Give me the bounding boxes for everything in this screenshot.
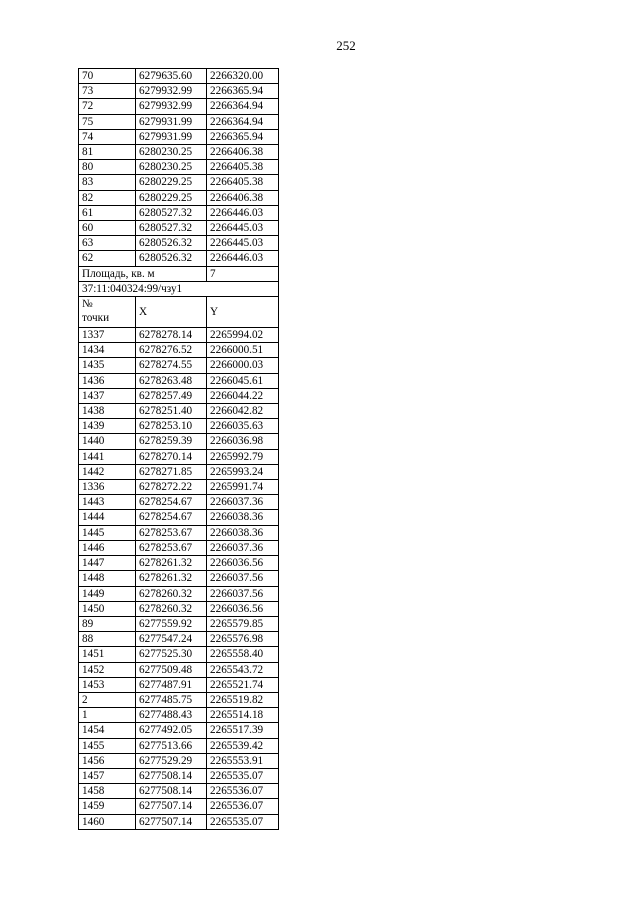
y-coordinate: 2265517.39	[207, 723, 279, 738]
table-row	[79, 692, 279, 707]
y-coordinate: 2265539.42	[207, 738, 279, 753]
table-row	[79, 343, 279, 358]
point-number: 89	[79, 616, 136, 631]
parcel-row	[79, 281, 279, 296]
table-row	[79, 328, 279, 343]
x-coordinate: 6277507.14	[136, 814, 207, 829]
y-coordinate: 2265535.07	[207, 814, 279, 829]
y-coordinate: 2266406.38	[207, 145, 279, 160]
x-coordinate: 6277508.14	[136, 768, 207, 783]
y-coordinate: 2265576.98	[207, 632, 279, 647]
point-number: 1459	[79, 799, 136, 814]
y-coordinate: 2266364.94	[207, 114, 279, 129]
y-coordinate: 2265992.79	[207, 449, 279, 464]
y-coordinate: 2265543.72	[207, 662, 279, 677]
table-row	[79, 221, 279, 236]
x-coordinate: 6278260.32	[136, 601, 207, 616]
point-number: 1444	[79, 510, 136, 525]
point-number: 1457	[79, 768, 136, 783]
point-number: 1448	[79, 571, 136, 586]
x-coordinate: 6280230.25	[136, 160, 207, 175]
x-coordinate: 6280527.32	[136, 221, 207, 236]
x-coordinate: 6279931.99	[136, 114, 207, 129]
point-number: 73	[79, 84, 136, 99]
y-coordinate: 2266037.56	[207, 586, 279, 601]
y-coordinate: 2265994.02	[207, 328, 279, 343]
table-row	[79, 251, 279, 266]
x-coordinate: 6277492.05	[136, 723, 207, 738]
table-row	[79, 677, 279, 692]
table-row	[79, 464, 279, 479]
table-row	[79, 236, 279, 251]
point-number: 1442	[79, 464, 136, 479]
x-coordinate: 6278254.67	[136, 510, 207, 525]
area-value: 7	[207, 266, 279, 281]
point-number: 1454	[79, 723, 136, 738]
point-number: 60	[79, 221, 136, 236]
point-number: 2	[79, 692, 136, 707]
table-row	[79, 571, 279, 586]
header-row	[79, 297, 279, 328]
table-row	[79, 129, 279, 144]
x-coordinate: 6278263.48	[136, 373, 207, 388]
x-coordinate: 6278272.22	[136, 480, 207, 495]
point-number: 1439	[79, 419, 136, 434]
y-coordinate: 2265553.91	[207, 753, 279, 768]
point-number: 1437	[79, 388, 136, 403]
header-point	[79, 297, 136, 328]
x-coordinate: 6278261.32	[136, 571, 207, 586]
y-coordinate: 2265558.40	[207, 647, 279, 662]
y-coordinate: 2265579.85	[207, 616, 279, 631]
point-number: 1452	[79, 662, 136, 677]
table-row	[79, 419, 279, 434]
x-coordinate: 6278253.67	[136, 525, 207, 540]
y-coordinate: 2266446.03	[207, 251, 279, 266]
point-number: 63	[79, 236, 136, 251]
y-coordinate: 2266045.61	[207, 373, 279, 388]
table-row	[79, 69, 279, 84]
y-coordinate: 2265993.24	[207, 464, 279, 479]
y-coordinate: 2265536.07	[207, 799, 279, 814]
point-number: 1336	[79, 480, 136, 495]
point-number: 1337	[79, 328, 136, 343]
x-coordinate: 6278261.32	[136, 556, 207, 571]
point-number: 1434	[79, 343, 136, 358]
table-row	[79, 434, 279, 449]
table-row	[79, 404, 279, 419]
y-coordinate: 2265991.74	[207, 480, 279, 495]
coordinates-table	[78, 68, 279, 830]
x-coordinate: 6278260.32	[136, 586, 207, 601]
point-number: 1455	[79, 738, 136, 753]
table-row	[79, 647, 279, 662]
table-row	[79, 358, 279, 373]
x-coordinate: 6277525.30	[136, 647, 207, 662]
point-number: 74	[79, 129, 136, 144]
x-coordinate: 6278254.67	[136, 495, 207, 510]
x-coordinate: 6277559.92	[136, 616, 207, 631]
y-coordinate: 2266405.38	[207, 160, 279, 175]
x-coordinate: 6278274.55	[136, 358, 207, 373]
header-point-line1: №	[82, 298, 93, 311]
point-number: 1441	[79, 449, 136, 464]
x-coordinate: 6278278.14	[136, 328, 207, 343]
table-row	[79, 449, 279, 464]
y-coordinate: 2266365.94	[207, 84, 279, 99]
table-row	[79, 190, 279, 205]
y-coordinate: 2266037.36	[207, 495, 279, 510]
point-number: 1450	[79, 601, 136, 616]
point-number: 62	[79, 251, 136, 266]
point-number: 1443	[79, 495, 136, 510]
area-row	[79, 266, 279, 281]
table-row	[79, 556, 279, 571]
y-coordinate: 2266446.03	[207, 205, 279, 220]
table-row	[79, 99, 279, 114]
table-row	[79, 708, 279, 723]
table-row	[79, 525, 279, 540]
x-coordinate: 6280526.32	[136, 236, 207, 251]
point-number: 1	[79, 708, 136, 723]
table-row	[79, 814, 279, 829]
point-number: 1458	[79, 784, 136, 799]
table-row	[79, 632, 279, 647]
point-number: 1456	[79, 753, 136, 768]
y-coordinate: 2266035.63	[207, 419, 279, 434]
table-row	[79, 160, 279, 175]
y-coordinate: 2266042.82	[207, 404, 279, 419]
point-number: 1449	[79, 586, 136, 601]
point-number: 1446	[79, 540, 136, 555]
y-coordinate: 2266036.56	[207, 556, 279, 571]
point-number: 81	[79, 145, 136, 160]
table-row	[79, 84, 279, 99]
point-number: 1453	[79, 677, 136, 692]
table-row	[79, 768, 279, 783]
table-row	[79, 616, 279, 631]
bottom-rows	[79, 328, 279, 830]
x-coordinate: 6279635.60	[136, 69, 207, 84]
y-coordinate: 2266038.36	[207, 510, 279, 525]
point-number: 83	[79, 175, 136, 190]
y-coordinate: 2266406.38	[207, 190, 279, 205]
y-coordinate: 2266037.36	[207, 540, 279, 555]
point-number: 1440	[79, 434, 136, 449]
x-coordinate: 6277509.48	[136, 662, 207, 677]
table-row	[79, 205, 279, 220]
x-coordinate: 6277529.29	[136, 753, 207, 768]
x-coordinate: 6277508.14	[136, 784, 207, 799]
point-number: 1445	[79, 525, 136, 540]
table-row	[79, 145, 279, 160]
x-coordinate: 6277513.66	[136, 738, 207, 753]
x-coordinate: 6277485.75	[136, 692, 207, 707]
y-coordinate: 2266445.03	[207, 221, 279, 236]
x-coordinate: 6277488.43	[136, 708, 207, 723]
point-number: 61	[79, 205, 136, 220]
table-row	[79, 495, 279, 510]
x-coordinate: 6277547.24	[136, 632, 207, 647]
y-coordinate: 2266000.03	[207, 358, 279, 373]
y-coordinate: 2265514.18	[207, 708, 279, 723]
table-row	[79, 480, 279, 495]
x-coordinate: 6279931.99	[136, 129, 207, 144]
x-coordinate: 6280229.25	[136, 175, 207, 190]
table-row	[79, 175, 279, 190]
point-number: 70	[79, 69, 136, 84]
table-row	[79, 388, 279, 403]
y-coordinate: 2266037.56	[207, 571, 279, 586]
y-coordinate: 2266036.98	[207, 434, 279, 449]
x-coordinate: 6278270.14	[136, 449, 207, 464]
table-row	[79, 753, 279, 768]
point-number: 1436	[79, 373, 136, 388]
y-coordinate: 2266445.03	[207, 236, 279, 251]
y-coordinate: 2266044.22	[207, 388, 279, 403]
x-coordinate: 6277487.91	[136, 677, 207, 692]
x-coordinate: 6278259.39	[136, 434, 207, 449]
table-row	[79, 723, 279, 738]
y-coordinate: 2265535.07	[207, 768, 279, 783]
top-rows	[79, 69, 279, 267]
x-coordinate: 6277507.14	[136, 799, 207, 814]
point-number: 75	[79, 114, 136, 129]
point-number: 80	[79, 160, 136, 175]
y-coordinate: 2266364.94	[207, 99, 279, 114]
page-number: 252	[336, 38, 356, 53]
area-label: Площадь, кв. м	[79, 266, 207, 281]
summary-rows	[79, 266, 279, 327]
y-coordinate: 2265519.82	[207, 692, 279, 707]
point-number: 82	[79, 190, 136, 205]
y-coordinate: 2266000.51	[207, 343, 279, 358]
x-coordinate: 6278271.85	[136, 464, 207, 479]
point-number: 88	[79, 632, 136, 647]
header-x: X	[136, 297, 207, 328]
parcel-id: 37:11:040324:99/чзу1	[79, 281, 279, 296]
y-coordinate: 2266405.38	[207, 175, 279, 190]
y-coordinate: 2266036.56	[207, 601, 279, 616]
table-row	[79, 540, 279, 555]
y-coordinate: 2265536.07	[207, 784, 279, 799]
point-number: 1435	[79, 358, 136, 373]
x-coordinate: 6278257.49	[136, 388, 207, 403]
x-coordinate: 6278276.52	[136, 343, 207, 358]
y-coordinate: 2266320.00	[207, 69, 279, 84]
y-coordinate: 2266038.36	[207, 525, 279, 540]
x-coordinate: 6280526.32	[136, 251, 207, 266]
table-row	[79, 784, 279, 799]
x-coordinate: 6280527.32	[136, 205, 207, 220]
header-y: Y	[207, 297, 279, 328]
y-coordinate: 2265521.74	[207, 677, 279, 692]
table-row	[79, 738, 279, 753]
x-coordinate: 6278253.10	[136, 419, 207, 434]
x-coordinate: 6278251.40	[136, 404, 207, 419]
point-number: 1438	[79, 404, 136, 419]
point-number: 1447	[79, 556, 136, 571]
table-row	[79, 114, 279, 129]
header-point-line2: точки	[82, 312, 110, 325]
y-coordinate: 2266365.94	[207, 129, 279, 144]
x-coordinate: 6280230.25	[136, 145, 207, 160]
point-number: 1451	[79, 647, 136, 662]
table-row	[79, 373, 279, 388]
x-coordinate: 6279932.99	[136, 99, 207, 114]
x-coordinate: 6279932.99	[136, 84, 207, 99]
x-coordinate: 6278253.67	[136, 540, 207, 555]
table-row	[79, 586, 279, 601]
table-row	[79, 662, 279, 677]
x-coordinate: 6280229.25	[136, 190, 207, 205]
point-number: 72	[79, 99, 136, 114]
table-row	[79, 601, 279, 616]
point-number: 1460	[79, 814, 136, 829]
table-row	[79, 510, 279, 525]
table-row	[79, 799, 279, 814]
